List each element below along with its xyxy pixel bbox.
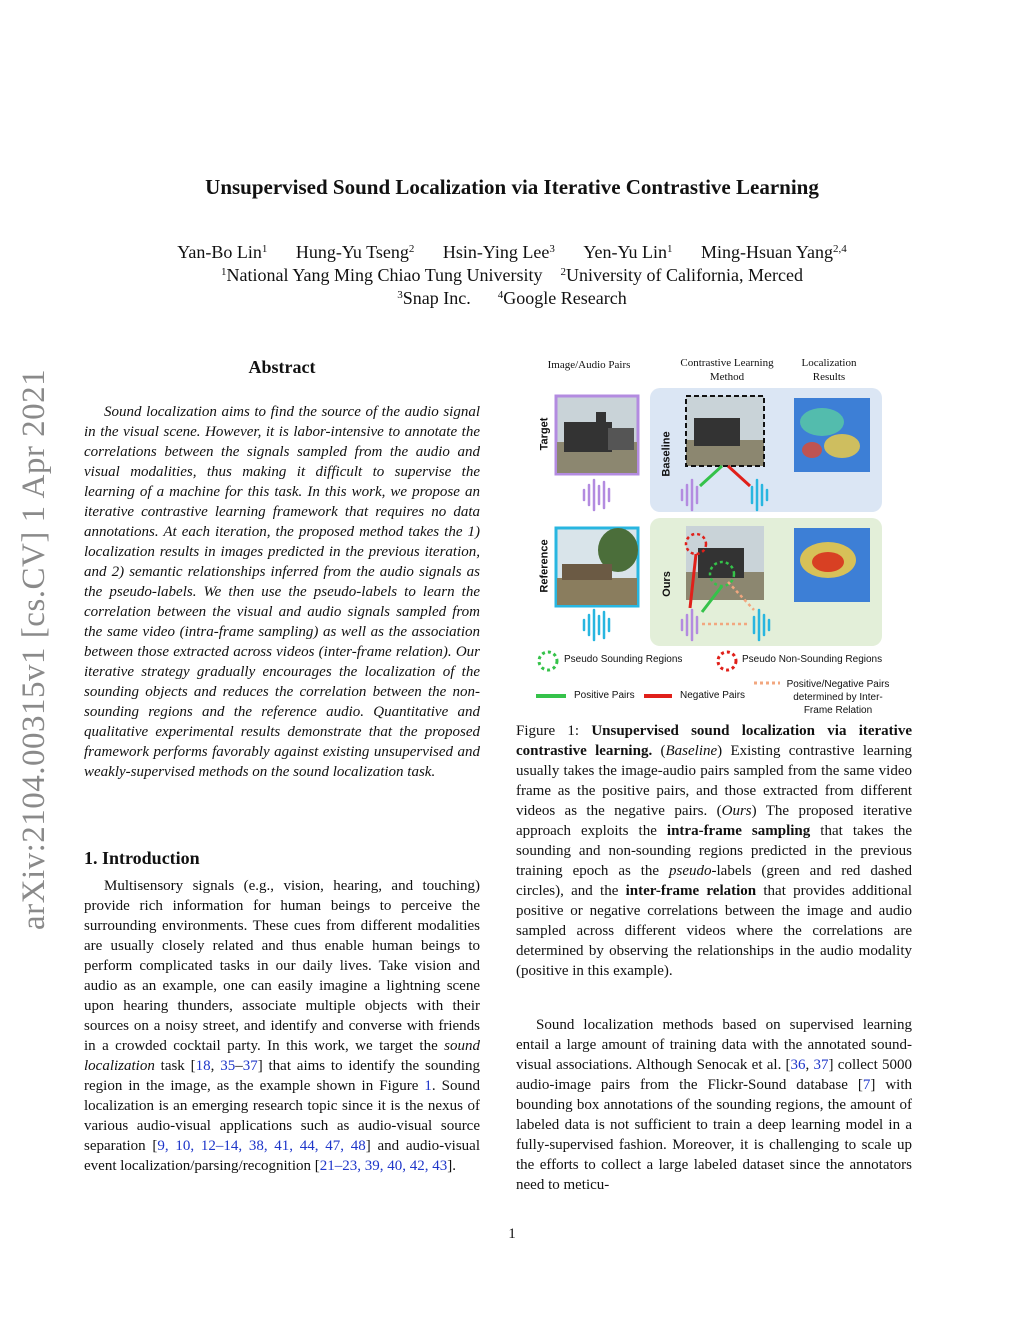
text: Sound localization methods based on supervised learning entail a large amount of training data with the annotated sound-visual associations. Although Senocak et al. [ [516,1017,912,1073]
col-label-pairs: Image/Audio Pairs [547,359,631,371]
baseline-negative-line [728,466,750,486]
target-image [556,396,638,474]
method-label-ours: Ours [660,571,673,597]
author [701,242,847,262]
text: ] that aims to identify the sounding region in the image, as the example shown in Figure [84,1058,480,1094]
citation-link[interactable]: 35 [220,1058,236,1074]
affil-sup: 4 [497,289,504,301]
affiliation: Snap Inc. [402,288,471,308]
text: ] with bounding box annotations of the sounding regions, the amount of labeled data is not sufficient to train a deep learning model in a fully-supervised fashion. Moreover, it is challenging to scale up the efforts to collect a large labeled dataset since the annotators need to meticu- [516,1077,912,1193]
ours-waveform-cyan-icon [754,610,769,640]
affil-sup: 3 [397,289,403,301]
author-sup: 3 [549,243,555,255]
legend-inter-frame-label: Positive/Negative Pairs determined by Inter-Frame Relation [786,679,890,716]
legend-non-sounding-label: Pseudo Non-Sounding Regions [742,654,883,665]
emphasis: sound localization [84,1038,480,1074]
emphasis: pseudo [669,863,712,879]
figure-caption [516,721,912,981]
intro-paragraph [84,876,480,1176]
author [583,242,672,262]
col-label-results: Localization Results [801,357,857,383]
affil-sup: 1 [221,266,227,278]
affil-sup: 2 [560,266,567,278]
ours-waveform-purple-icon [682,610,697,640]
affiliation: University of California, Merced [566,265,803,285]
text: ) Existing contrastive learning usually takes the image-audio pairs sampled from the same video frame as the positive pairs, and those extracted from different videos as the negative pairs. ( [516,743,912,819]
text: ( [652,743,666,759]
caption-title: Unsupervised sound localization via iterative contrastive learning. [516,723,912,759]
baseline-heatmap [794,398,870,472]
text: ] collect 5000 audio-image pairs from the Flickr-Sound database [ [516,1057,912,1093]
citation-link[interactable]: 7 [862,1077,871,1093]
author-sup: 1 [667,243,673,255]
affiliation: Google Research [503,288,627,308]
author [296,242,414,262]
text: . Sound localization is an emerging research topic since it is the nexus of various audio-visual applications such as audio-visual source separation [ [84,1078,481,1154]
citation-link[interactable]: 37 [242,1058,258,1074]
author-sup: 2,4 [833,243,847,255]
text: task [ [154,1058,196,1074]
author-name: Yan-Bo Lin [177,242,262,262]
text: that takes the sounding and non-sounding regions predicted in the previous training epoch as the [516,823,913,879]
ours-heatmap [794,528,870,602]
legend-sounding-icon [539,652,557,670]
emphasis: Baseline [665,743,718,759]
author-name: Hsin-Ying Lee [442,242,550,262]
text: -labels (green and red dashed circles), and the [516,863,912,899]
legend-sounding-label: Pseudo Sounding Regions [564,654,683,665]
author-name: Yen-Yu Lin [583,242,667,262]
paper-title: Unsupervised Sound Localization via Iterative Contrastive Learning [205,175,819,199]
legend-non-sounding-icon [718,652,736,670]
row-label-target: Target [538,417,551,451]
author-name: Ming-Hsuan Yang [701,242,834,262]
abstract-heading: Abstract [248,357,316,377]
text: ]. [447,1158,457,1174]
body-paragraph [516,1015,912,1195]
figure-1 [522,350,914,720]
legend-negative-label: Negative Pairs [680,690,746,701]
baseline-positive-line [700,466,722,486]
author-block [0,241,1024,310]
method-label-baseline: Baseline [660,431,673,477]
text: that provides additional positive or negative correlations between the image and audio sampled across different videos where the correlations are determined by observing the relationships in the audio modality (positive in this example). [516,883,913,979]
baseline-image [686,396,764,466]
author-list [0,241,1024,264]
baseline-waveform-cyan-icon [752,480,767,510]
citation-link[interactable]: 18 [195,1058,211,1074]
author-name: Hung-Yu Tseng [295,242,409,262]
affiliation: National Yang Ming Chiao Tung University [226,265,543,285]
intro-heading: 1. Introduction [84,848,200,868]
citation-link[interactable]: 37 [813,1057,829,1073]
author [443,242,555,262]
reference-image [556,528,638,606]
baseline-waveform-purple-icon [682,480,697,510]
row-label-reference: Reference [538,539,551,593]
arxiv-stamp: arXiv:2104.00315v1 [cs.CV] 1 Apr 2021 [16,368,52,930]
affiliation-line-2 [0,287,1024,310]
abstract-text: Sound localization aims to find the source of the audio signal in the visual scene. However, it is labor-intensive to annotate the correlations between the signals sampled from the audio and visual modalities, thus making it difficult to supervise the learning of a machine for this task. In this work, we propose an iterative contrastive learning framework that requires no data annotations. At each iteration, the proposed method takes the 1) localization results in images predicted in the previous iteration, and 2) semantic relationships inferred from the audio signals as the pseudo-labels. We then use the pseudo-labels to learn the correlation between the visual and audio signals sampled from the same video (intra-frame sampling) as well as the association between those extracted across videos (inter-frame relation). Our iterative strategy gradually encourages the localization of the sounding objects and reduces the correlation between the non-sounding regions and the reference audio. Quantitative and qualitative experimental results demonstrate that the proposed framework performs favorably against existing unsupervised and weakly-supervised methods on the sound localization task. [84,404,480,780]
text: , [210,1058,221,1074]
figure-link[interactable]: 1 [424,1078,432,1094]
citation-link[interactable]: 9, 10, 12–14, 38, 41, 44, 47, 48 [157,1138,366,1154]
text: Multisensory signals (e.g., vision, hearing, and touching) provide rich information for human beings to perceive the surrounding environments. These cues from different modalities are usually closely related and thus enable human beings to perform complicated tasks in our daily lives. Take vision and audio as an example, one can easily imagine a lightning scene upon hearing thunders, associate multiple objects with their sources on a noisy street, and identify and converse with friends in a crowded cocktail party. In this work, we target the [84,878,480,1054]
target-waveform-icon [584,480,609,510]
text: ) The proposed iterative approach exploits the [516,803,912,839]
reference-waveform-icon [584,610,609,640]
page-number: 1 [508,1226,516,1242]
bold-term: intra-frame sampling [666,823,811,839]
citation-link[interactable]: 21–23, 39, 40, 42, 43 [319,1158,448,1174]
text: – [235,1058,243,1074]
text: ] and audio-visual event localization/parsing/recognition [ [84,1138,480,1174]
text: , [805,1057,814,1073]
citation-link[interactable]: 36 [790,1057,806,1073]
emphasis: Ours [721,803,752,819]
author-sup: 2 [408,243,415,255]
legend-positive-label: Positive Pairs [574,690,635,701]
affiliation-line-1 [0,264,1024,287]
col-label-method: Contrastive Learning Method [680,357,774,383]
author [177,242,267,262]
bold-term: inter-frame relation [625,883,757,899]
text: Figure 1: [516,723,592,739]
ours-image [686,526,764,600]
author-sup: 1 [261,243,268,255]
